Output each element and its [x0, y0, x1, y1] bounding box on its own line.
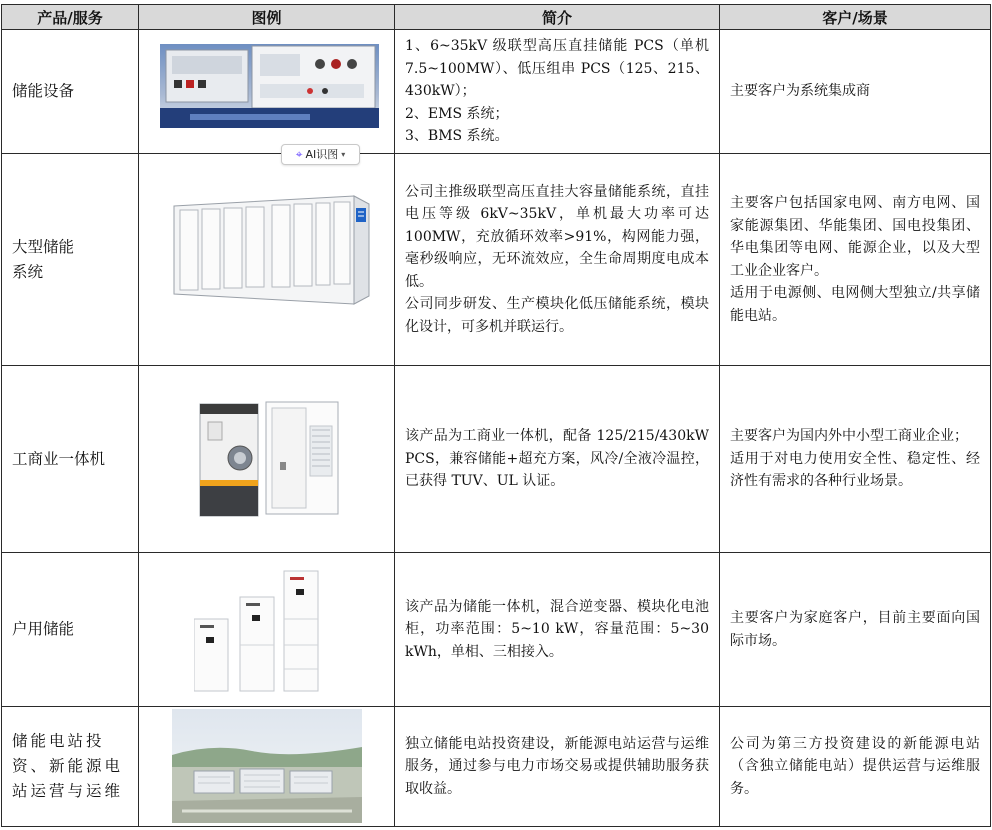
intro-paragraph: 公司同步研发、生产模块化低压储能系统，模块化设计，可多机并联运行。 — [405, 296, 709, 335]
product-name-cell — [2, 553, 139, 707]
table-row — [2, 30, 991, 154]
product-name: 储能电站投资、新能源电站运营与运维 — [12, 732, 124, 800]
power-station-photo — [172, 709, 362, 823]
intro-paragraph: 该产品为储能一体机，混合逆变器、模块化电池柜，功率范围：5~10 kW，容量范围：5~30 kWh，单相、三相接入。 — [405, 598, 709, 660]
header-row — [2, 5, 991, 30]
customer-cell — [720, 30, 991, 154]
intro-paragraph: 3、BMS 系统。 — [405, 128, 509, 145]
table-row — [2, 707, 991, 827]
customer-cell — [720, 553, 991, 707]
table-row — [2, 366, 991, 553]
container-storage-photo — [164, 194, 374, 306]
intro-paragraph: 公司主推级联型高压直挂大容量储能系统，直挂电压等级 6kV~35kV，单机最大功率可达 100MW，充放循环效率>91%，构网能力强，毫秒级响应，无环流效应，全生命周期度电成本低。 — [405, 183, 709, 290]
table-row — [2, 553, 991, 707]
product-name: 户用储能 — [12, 620, 75, 638]
header-product: 产品/服务 — [2, 5, 139, 30]
header-customer: 客户/场景 — [720, 5, 991, 30]
image-cell — [139, 30, 395, 161]
table-row — [2, 154, 991, 366]
product-name-cell — [2, 30, 139, 154]
ai-recognize-label: AI识图 — [305, 148, 339, 161]
customer-paragraph: 适用于对电力使用安全性、稳定性、经济性有需求的各种行业场景。 — [730, 450, 980, 490]
intro-paragraph: 2、EMS 系统； — [405, 105, 509, 122]
intro-cell — [395, 366, 720, 553]
customer-paragraph: 适用于电源侧、电网侧大型独立/共享储能电站。 — [730, 285, 980, 324]
image-cell — [139, 154, 395, 366]
product-table — [1, 4, 991, 827]
intro-cell — [395, 154, 720, 366]
product-name-cell — [2, 366, 139, 553]
ci-cabinet-photo — [194, 398, 346, 523]
image-cell — [139, 707, 395, 827]
image-cell — [139, 553, 395, 707]
ai-scan-icon: ⌖ — [295, 147, 303, 161]
customer-paragraph: 公司为第三方投资建设的新能源电站（含独立储能电站）提供运营与运维服务。 — [730, 735, 980, 797]
product-name-cell — [2, 707, 139, 827]
intro-paragraph: 1、6~35kV 级联型高压直挂储能 PCS（单机 7.5~100MW）、低压组串 PCS（125、215、430kW）； — [405, 38, 709, 100]
customer-paragraph: 主要客户为国内外中小型工商业企业； — [730, 428, 968, 445]
residential-storage-photo — [194, 567, 344, 695]
chevron-down-icon: ▾ — [341, 150, 346, 159]
customer-paragraph: 主要客户包括国家电网、南方电网、国家能源集团、华能集团、国电投集团、华电集团等电网、能源企业，以及大型工业企业客户。 — [730, 195, 980, 279]
intro-cell — [395, 553, 720, 707]
pcs-equipment-photo — [160, 44, 379, 128]
header-image: 图例 — [139, 5, 395, 30]
image-cell — [139, 366, 395, 553]
customer-cell — [720, 366, 991, 553]
product-name: 工商业一体机 — [12, 449, 106, 468]
product-name-cell — [2, 154, 139, 366]
product-name: 储能设备 — [12, 82, 75, 100]
customer-paragraph: 主要客户为系统集成商 — [730, 83, 870, 100]
customer-paragraph: 主要客户为家庭客户，目前主要面向国际市场。 — [730, 610, 980, 649]
intro-paragraph: 独立储能电站投资建设，新能源电站运营与运维服务，通过参与电力市场交易或提供辅助服务获取收益。 — [405, 735, 709, 797]
intro-paragraph: 该产品为工商业一体机，配备 125/215/430kW PCS，兼容储能+超充方案，风冷/全液冷温控，已获得 TUV、UL 认证。 — [405, 428, 709, 490]
header-intro: 简介 — [395, 5, 720, 30]
product-name: 系统 — [12, 262, 44, 281]
product-name: 大型储能 — [12, 237, 75, 256]
intro-cell — [395, 707, 720, 827]
customer-cell — [720, 154, 991, 366]
intro-cell — [395, 30, 720, 154]
customer-cell — [720, 707, 991, 827]
